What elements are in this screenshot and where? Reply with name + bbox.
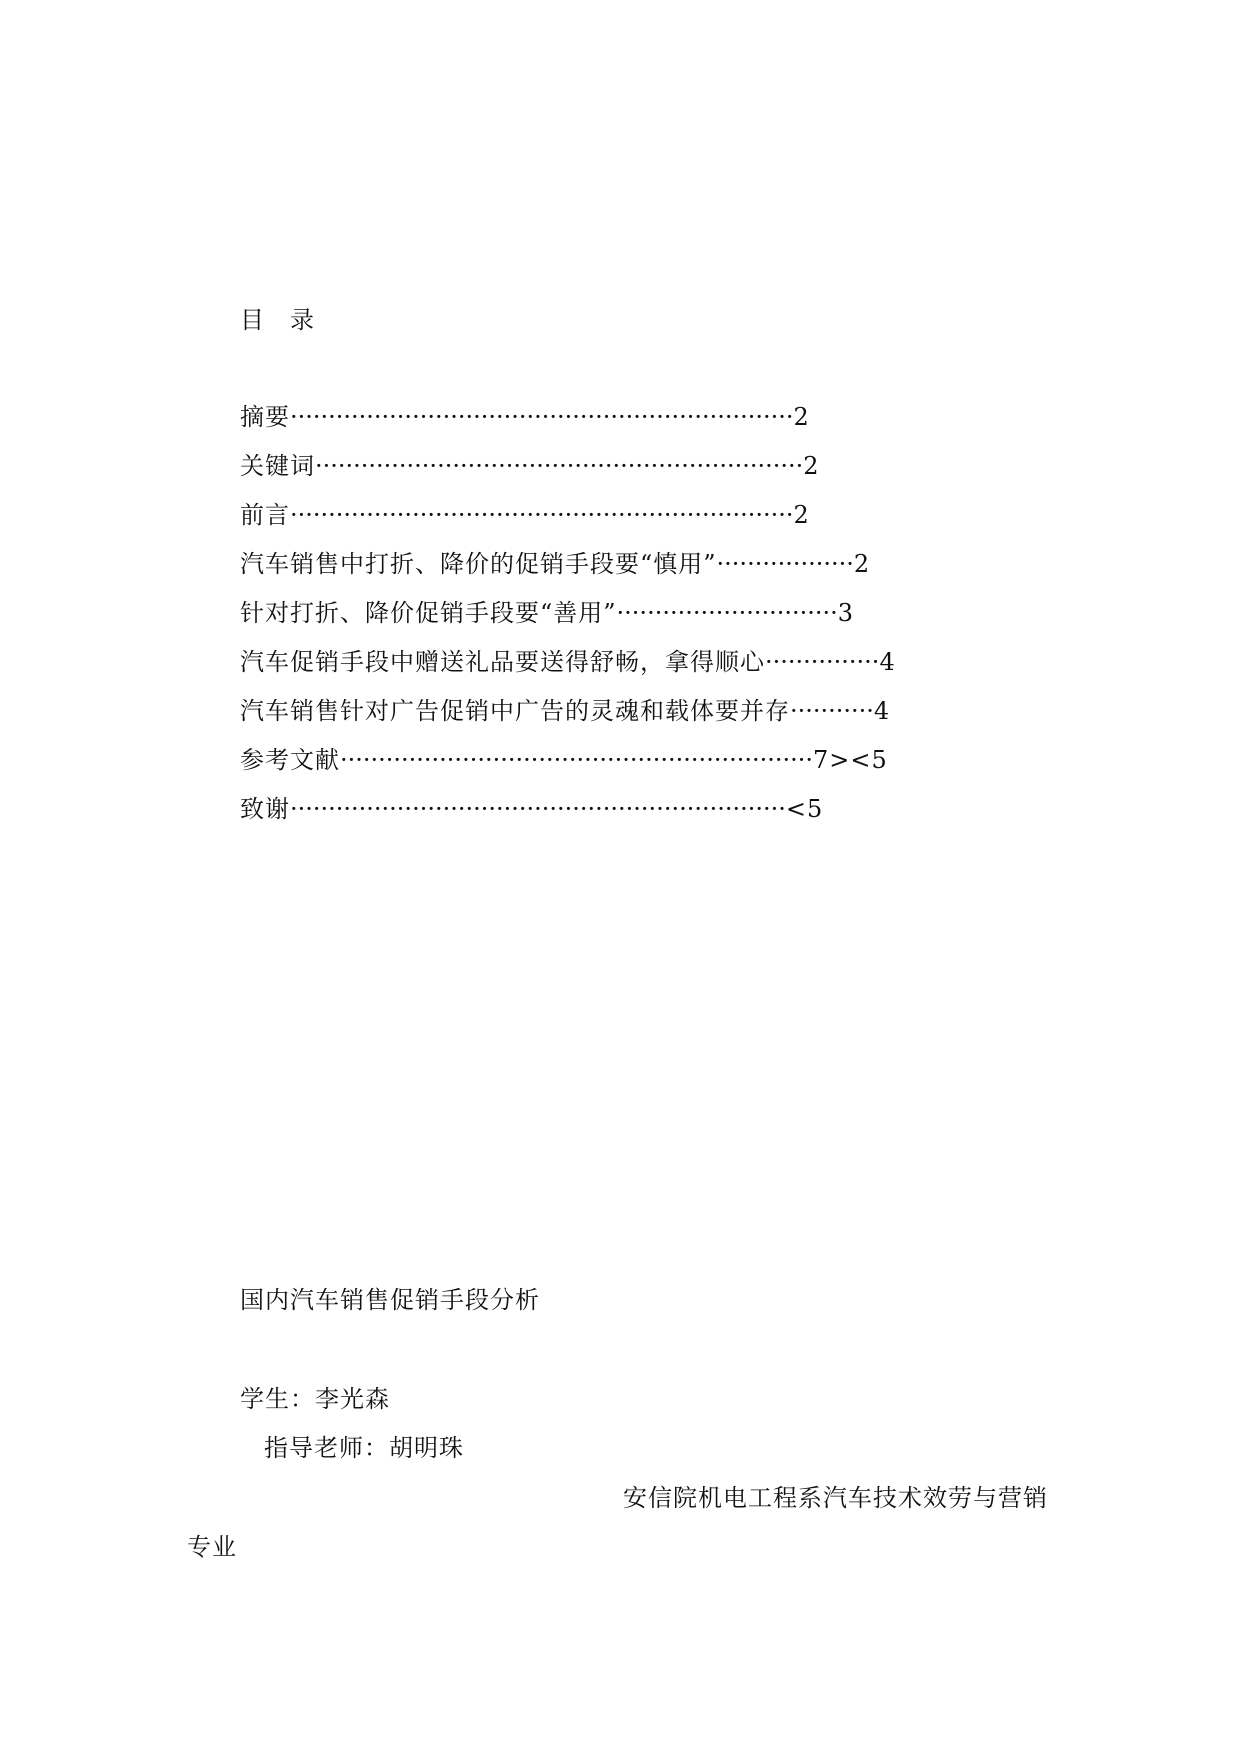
toc-entry-references[interactable] [240, 745, 888, 775]
toc-heading-char-1: 目 [240, 306, 264, 334]
toc-entry-title: 关键词 [240, 452, 315, 480]
toc-entry-keywords[interactable] [240, 451, 820, 481]
toc-entry-page: 2 [793, 403, 810, 431]
document-title: 国内汽车销售促销手段分析 [240, 1286, 540, 1314]
toc-entry-page: 2 [853, 550, 871, 578]
toc-entry-title: 汽车销售中打折、降价的促销手段要“慎用” [240, 550, 717, 578]
toc-entry-title: 汽车促销手段中赠送礼品要送得舒畅，拿得顺心 [240, 648, 765, 676]
toc-entry-acknowledgements[interactable] [240, 794, 823, 824]
toc-leader-dots: ····························· [616, 599, 838, 627]
toc-entry-discount-use[interactable] [240, 598, 854, 628]
toc-entry-title: 前言 [240, 501, 290, 529]
toc-entry-page: 7><5 [813, 746, 888, 774]
department-line: 安信院机电工程系汽车技术效劳与营销 [623, 1484, 1048, 1512]
toc-entry-gifts[interactable] [240, 647, 896, 677]
toc-entry-title: 针对打折、降价促销手段要“善用” [240, 599, 617, 627]
toc-entry-page: 2 [793, 501, 810, 529]
toc-entry-title: 致谢 [240, 795, 290, 823]
toc-entry-page: 4 [879, 648, 896, 676]
toc-leader-dots: ·················· [716, 550, 854, 578]
student-name: 学生：李光森 [240, 1385, 390, 1413]
toc-leader-dots: ··············· [765, 648, 880, 676]
toc-entry-page: 2 [803, 452, 820, 480]
major-suffix: 专业 [187, 1533, 237, 1561]
toc-leader-dots: ······························································ [340, 746, 813, 774]
toc-entry-preface[interactable] [240, 500, 810, 530]
toc-entry-page: 3 [837, 599, 855, 627]
toc-entry-abstract[interactable] [240, 402, 810, 432]
toc-leader-dots: ·································································· [290, 403, 794, 431]
toc-heading-char-2: 录 [290, 306, 314, 334]
toc-leader-dots: ··········· [790, 697, 874, 725]
toc-leader-dots: ································································· [290, 795, 786, 823]
toc-entry-advertising[interactable] [240, 696, 890, 726]
toc-entry-discount-caution[interactable] [240, 549, 870, 579]
toc-heading [240, 305, 314, 335]
toc-entry-title: 摘要 [240, 403, 290, 431]
toc-entry-title: 汽车销售针对广告促销中广告的灵魂和载体要并存 [240, 697, 790, 725]
advisor-name: 指导老师：胡明珠 [264, 1434, 464, 1462]
toc-entry-page: <5 [785, 795, 824, 823]
toc-leader-dots: ································································ [315, 452, 804, 480]
toc-leader-dots: ·································································· [290, 501, 794, 529]
toc-entry-title: 参考文献 [240, 746, 340, 774]
toc-entry-page: 4 [873, 697, 891, 725]
